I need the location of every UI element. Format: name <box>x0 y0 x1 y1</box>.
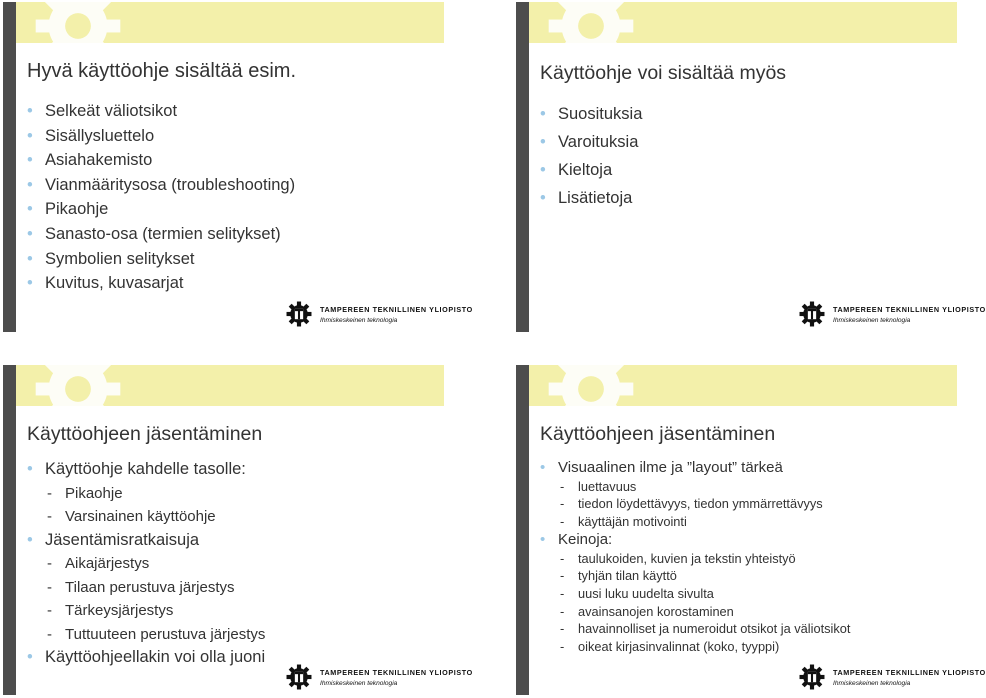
bullet-text: Kieltoja <box>558 161 613 179</box>
bullet-item <box>27 173 295 198</box>
slide-title: Käyttöohje voi sisältää myös <box>540 62 787 84</box>
bullet-item <box>27 99 295 124</box>
bullet-text: Suosituksia <box>558 105 643 123</box>
dash-bullet-icon: - <box>560 603 565 619</box>
bullet-icon: • <box>540 161 546 179</box>
university-name: TAMPEREEN TEKNILLINEN YLIOPISTO <box>320 305 473 314</box>
bullet-item <box>540 156 642 184</box>
bullet-text: Tilaan perustuva järjestys <box>65 578 235 596</box>
slide-2 <box>516 2 986 332</box>
university-name: TAMPEREEN TEKNILLINEN YLIOPISTO <box>833 668 986 677</box>
bullet-icon: • <box>27 102 33 120</box>
slide-title: Käyttöohjeen jäsentäminen <box>540 423 776 445</box>
dash-bullet-icon: - <box>560 513 565 529</box>
slide-header-band <box>16 365 444 406</box>
bullet-item <box>27 529 265 553</box>
bullet-text: Symbolien selitykset <box>45 249 195 268</box>
university-footer <box>286 664 473 692</box>
sub-bullet-item <box>540 550 850 568</box>
slide-side-bar <box>3 365 16 695</box>
sub-bullet-item <box>27 505 265 529</box>
slide-title: Käyttöohjeen jäsentäminen <box>27 423 263 445</box>
slide-4 <box>516 365 986 695</box>
bullet-text: Pikaohje <box>45 200 109 219</box>
sub-bullet-item <box>540 603 850 621</box>
dash-bullet-icon: - <box>47 625 52 643</box>
university-footer <box>799 664 986 692</box>
bullet-text: Sisällysluettelo <box>45 126 155 145</box>
bullet-text: Lisätietoja <box>558 189 633 207</box>
bullet-icon: • <box>540 459 546 476</box>
dash-bullet-icon: - <box>560 585 565 601</box>
university-logo-icon <box>799 301 825 327</box>
dash-bullet-icon: - <box>47 484 52 502</box>
bullet-item <box>540 128 642 156</box>
bullet-text: Varsinainen käyttöohje <box>65 508 216 525</box>
bullet-text: käyttäjän motivointi <box>578 513 687 529</box>
slide-header-band <box>529 2 957 43</box>
bullet-text: Vianmääritysosa (troubleshooting) <box>45 175 296 194</box>
bullet-icon: • <box>540 105 546 123</box>
bullet-text: Varoituksia <box>558 133 639 151</box>
bullet-item <box>27 247 295 272</box>
university-slogan: Ihmiskeskeinen teknologia <box>320 680 398 687</box>
bullet-text: Tärkeysjärjestys <box>65 602 174 619</box>
slide-bullet-list <box>27 458 265 670</box>
bullet-icon: • <box>540 189 546 207</box>
bullet-item <box>540 459 850 478</box>
bullet-icon: • <box>540 531 546 549</box>
sub-bullet-item <box>540 513 850 531</box>
bullet-icon: • <box>540 133 546 151</box>
university-name: TAMPEREEN TEKNILLINEN YLIOPISTO <box>320 668 473 677</box>
bullet-text: Keinoja: <box>558 531 613 549</box>
sub-bullet-item <box>27 599 265 623</box>
bullet-text: Visuaalinen ilme ja ”layout” tärkeä <box>558 459 783 476</box>
bullet-icon: • <box>27 460 33 478</box>
bullet-text: Sanasto-osa (termien selitykset) <box>45 224 281 243</box>
bullet-text: havainnolliset ja numeroidut otsikot ja väliotsikot <box>578 621 851 637</box>
sub-bullet-item <box>540 567 850 585</box>
dash-bullet-icon: - <box>47 578 52 596</box>
university-slogan: Ihmiskeskeinen teknologia <box>320 317 398 324</box>
slide-header-band <box>529 365 957 406</box>
university-footer <box>286 301 473 329</box>
bullet-text: Jäsentämisratkaisuja <box>45 530 200 549</box>
sub-bullet-item <box>540 638 850 656</box>
bullet-text: uusi luku uudelta sivulta <box>578 585 714 601</box>
slide-side-bar <box>516 365 529 695</box>
bullet-item <box>27 197 295 222</box>
university-slogan: Ihmiskeskeinen teknologia <box>833 680 911 687</box>
bullet-icon: • <box>27 175 33 194</box>
bullet-icon: • <box>27 530 33 549</box>
dash-bullet-icon: - <box>560 478 565 494</box>
sub-bullet-item <box>27 552 265 576</box>
bullet-text: Selkeät väliotsikot <box>45 102 178 120</box>
slide-1 <box>3 2 473 332</box>
sub-bullet-item <box>27 482 265 506</box>
bullet-icon: • <box>27 126 33 145</box>
sub-bullet-item <box>540 620 850 638</box>
gear-watermark-icon <box>32 343 124 435</box>
slide-header-band <box>16 2 444 43</box>
university-logo-icon <box>799 664 825 690</box>
slide-bullet-list <box>540 100 642 212</box>
bullet-text: tyhjän tilan käyttö <box>578 568 677 584</box>
bullet-text: oikeat kirjasinvalinnat (koko, tyyppi) <box>578 638 780 654</box>
dash-bullet-icon: - <box>560 638 565 654</box>
sub-bullet-item <box>540 495 850 513</box>
bullet-item <box>540 184 642 212</box>
slide-bullet-list <box>540 459 850 655</box>
bullet-text: Tuttuuteen perustuva järjestys <box>65 625 266 643</box>
bullet-text: Aikajärjestys <box>65 555 150 572</box>
university-logo-icon <box>286 664 312 690</box>
bullet-icon: • <box>27 224 33 243</box>
university-slogan: Ihmiskeskeinen teknologia <box>833 317 911 324</box>
bullet-item <box>540 100 642 128</box>
university-name: TAMPEREEN TEKNILLINEN YLIOPISTO <box>833 305 986 314</box>
dash-bullet-icon: - <box>47 508 52 525</box>
bullet-icon: • <box>27 200 33 219</box>
bullet-text: avainsanojen korostaminen <box>578 603 734 619</box>
university-logo-icon <box>286 301 312 327</box>
gear-watermark-icon <box>545 343 637 435</box>
university-footer <box>799 301 986 329</box>
bullet-text: tiedon löydettävyys, tiedon ymmärrettävyys <box>578 496 823 512</box>
bullet-item <box>27 646 265 670</box>
slide-title: Hyvä käyttöohje sisältää esim. <box>27 60 297 82</box>
bullet-text: Käyttöohje kahdelle tasolle: <box>45 460 246 478</box>
dash-bullet-icon: - <box>47 602 52 619</box>
sub-bullet-item <box>27 623 265 647</box>
bullet-text: Asiahakemisto <box>45 151 153 170</box>
bullet-item <box>27 458 265 482</box>
bullet-item <box>27 222 295 247</box>
dash-bullet-icon: - <box>560 621 565 637</box>
sub-bullet-item <box>27 576 265 600</box>
slide-bullet-list <box>27 99 295 296</box>
dash-bullet-icon: - <box>560 550 565 566</box>
dash-bullet-icon: - <box>560 568 565 584</box>
slide-side-bar <box>516 2 529 332</box>
bullet-item <box>27 148 295 173</box>
sub-bullet-item <box>540 478 850 496</box>
sub-bullet-item <box>540 585 850 603</box>
slide-3 <box>3 365 473 695</box>
bullet-item <box>27 124 295 149</box>
bullet-text: Kuvitus, kuvasarjat <box>45 274 184 293</box>
bullet-icon: • <box>27 151 33 170</box>
bullet-text: taulukoiden, kuvien ja tekstin yhteistyö <box>578 550 796 566</box>
bullet-item <box>540 531 850 550</box>
bullet-text: Käyttöohjeellakin voi olla juoni <box>45 648 266 666</box>
bullet-icon: • <box>27 274 33 293</box>
bullet-icon: • <box>27 648 33 666</box>
bullet-item <box>27 271 295 296</box>
dash-bullet-icon: - <box>47 555 52 572</box>
dash-bullet-icon: - <box>560 496 565 512</box>
bullet-text: luettavuus <box>578 478 637 494</box>
bullet-icon: • <box>27 249 33 268</box>
slide-side-bar <box>3 2 16 332</box>
bullet-text: Pikaohje <box>65 484 123 502</box>
